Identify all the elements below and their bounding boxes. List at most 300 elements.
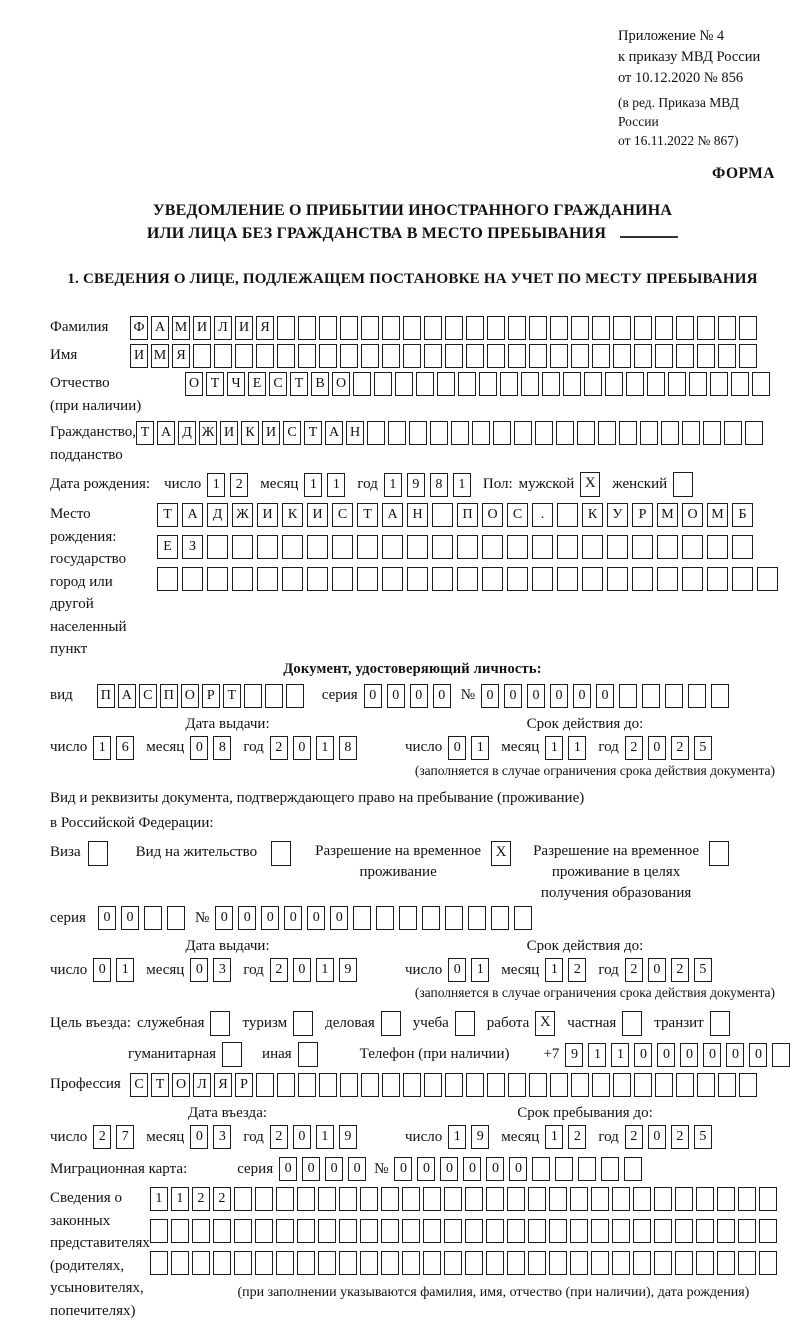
char-cell[interactable] [507,1219,525,1243]
char-cell[interactable] [521,372,539,396]
male-checkbox[interactable] [580,472,600,497]
char-cell[interactable] [578,1157,596,1181]
char-cell[interactable] [424,1073,442,1097]
char-cell[interactable] [493,421,511,445]
char-cell[interactable]: 1 [453,473,471,497]
char-cell[interactable] [407,567,428,591]
char-cell[interactable] [757,567,778,591]
char-cell[interactable] [688,684,706,708]
char-cell[interactable] [466,1073,484,1097]
other-purpose-checkbox[interactable] [298,1042,318,1067]
char-cell[interactable]: 0 [440,1157,458,1181]
char-cell[interactable] [598,421,616,445]
char-cell[interactable] [508,316,526,340]
char-cell[interactable]: Я [256,316,274,340]
char-cell[interactable]: О [172,1073,190,1097]
char-cell[interactable] [340,344,358,368]
char-cell[interactable] [465,1187,483,1211]
char-cell[interactable]: 2 [568,1125,586,1149]
char-cell[interactable]: Я [172,344,190,368]
char-cell[interactable]: И [262,421,280,445]
char-cell[interactable] [607,535,628,559]
char-cell[interactable] [514,906,532,930]
char-cell[interactable] [361,344,379,368]
char-cell[interactable]: 2 [625,1125,643,1149]
char-cell[interactable]: О [682,503,703,527]
char-cell[interactable] [634,1073,652,1097]
char-cell[interactable] [697,316,715,340]
char-cell[interactable]: Д [178,421,196,445]
char-cell[interactable] [550,1073,568,1097]
char-cell[interactable] [676,344,694,368]
char-cell[interactable] [675,1187,693,1211]
study-checkbox[interactable] [455,1011,475,1036]
char-cell[interactable] [718,316,736,340]
char-cell[interactable] [193,344,211,368]
char-cell[interactable] [167,906,185,930]
char-cell[interactable] [612,1251,630,1275]
char-cell[interactable] [626,372,644,396]
char-cell[interactable] [144,906,162,930]
char-cell[interactable]: Е [157,535,178,559]
char-cell[interactable] [613,316,631,340]
char-cell[interactable]: 0 [121,906,139,930]
char-cell[interactable] [207,535,228,559]
char-cell[interactable] [508,1073,526,1097]
char-cell[interactable]: 0 [448,958,466,982]
char-cell[interactable]: 5 [694,958,712,982]
char-cell[interactable] [696,1187,714,1211]
char-cell[interactable]: 1 [93,736,111,760]
char-cell[interactable]: 0 [463,1157,481,1181]
char-cell[interactable]: 0 [648,958,666,982]
char-cell[interactable]: 2 [192,1187,210,1211]
char-cell[interactable] [508,344,526,368]
char-cell[interactable] [403,344,421,368]
char-cell[interactable]: А [151,316,169,340]
char-cell[interactable]: 1 [471,958,489,982]
char-cell[interactable] [632,567,653,591]
char-cell[interactable] [654,1251,672,1275]
char-cell[interactable] [374,372,392,396]
char-cell[interactable] [717,1219,735,1243]
char-cell[interactable]: 0 [387,684,405,708]
char-cell[interactable] [234,1251,252,1275]
char-cell[interactable] [277,1073,295,1097]
char-cell[interactable]: Т [157,503,178,527]
char-cell[interactable] [423,1187,441,1211]
char-cell[interactable] [466,316,484,340]
char-cell[interactable]: А [382,503,403,527]
char-cell[interactable] [696,1251,714,1275]
char-cell[interactable] [718,344,736,368]
char-cell[interactable] [298,344,316,368]
char-cell[interactable] [382,535,403,559]
char-cell[interactable] [381,1251,399,1275]
char-cell[interactable] [486,1219,504,1243]
char-cell[interactable]: Е [248,372,266,396]
char-cell[interactable] [381,1011,401,1036]
char-cell[interactable] [739,1073,757,1097]
char-cell[interactable]: 0 [410,684,428,708]
humanitarian-checkbox[interactable] [222,1042,242,1067]
char-cell[interactable]: 9 [339,1125,357,1149]
char-cell[interactable] [276,1187,294,1211]
char-cell[interactable] [282,567,303,591]
char-cell[interactable]: 0 [261,906,279,930]
char-cell[interactable] [445,344,463,368]
tourism-checkbox[interactable] [293,1011,313,1036]
char-cell[interactable] [668,372,686,396]
char-cell[interactable] [582,567,603,591]
char-cell[interactable]: 1 [545,1125,563,1149]
char-cell[interactable]: 0 [190,736,208,760]
char-cell[interactable] [613,1073,631,1097]
char-cell[interactable]: 0 [550,684,568,708]
char-cell[interactable] [340,1073,358,1097]
char-cell[interactable] [207,567,228,591]
char-cell[interactable] [532,1157,550,1181]
char-cell[interactable] [432,503,453,527]
char-cell[interactable]: 0 [394,1157,412,1181]
char-cell[interactable] [582,535,603,559]
char-cell[interactable] [732,535,753,559]
char-cell[interactable] [529,1073,547,1097]
char-cell[interactable] [357,535,378,559]
char-cell[interactable]: 1 [545,958,563,982]
char-cell[interactable]: Я [214,1073,232,1097]
char-cell[interactable] [422,906,440,930]
char-cell[interactable] [445,1073,463,1097]
char-cell[interactable] [465,1219,483,1243]
char-cell[interactable] [549,1187,567,1211]
char-cell[interactable]: О [181,684,199,708]
char-cell[interactable]: 2 [213,1187,231,1211]
char-cell[interactable]: П [457,503,478,527]
char-cell[interactable]: З [182,535,203,559]
char-cell[interactable]: Т [206,372,224,396]
char-cell[interactable]: Ф [130,316,148,340]
char-cell[interactable] [360,1187,378,1211]
char-cell[interactable] [255,1187,273,1211]
char-cell[interactable] [171,1219,189,1243]
char-cell[interactable] [277,316,295,340]
char-cell[interactable] [673,472,693,497]
char-cell[interactable]: 0 [648,736,666,760]
char-cell[interactable] [255,1251,273,1275]
char-cell[interactable] [619,421,637,445]
char-cell[interactable] [339,1251,357,1275]
char-cell[interactable]: А [118,684,136,708]
char-cell[interactable]: 2 [270,1125,288,1149]
char-cell[interactable]: 0 [325,1157,343,1181]
char-cell[interactable] [182,567,203,591]
rvp-checkbox[interactable] [491,841,511,866]
char-cell[interactable] [276,1219,294,1243]
char-cell[interactable]: 0 [93,958,111,982]
char-cell[interactable] [529,316,547,340]
char-cell[interactable] [676,1073,694,1097]
char-cell[interactable] [500,372,518,396]
residence-permit-checkbox[interactable] [271,841,291,866]
char-cell[interactable] [556,421,574,445]
char-cell[interactable] [277,344,295,368]
char-cell[interactable] [591,1187,609,1211]
char-cell[interactable] [655,344,673,368]
char-cell[interactable] [535,421,553,445]
char-cell[interactable]: Ч [227,372,245,396]
char-cell[interactable] [256,344,274,368]
char-cell[interactable] [332,567,353,591]
char-cell[interactable]: 0 [330,906,348,930]
char-cell[interactable]: 0 [749,1043,767,1067]
char-cell[interactable]: Ж [199,421,217,445]
char-cell[interactable]: 8 [213,736,231,760]
char-cell[interactable] [339,1187,357,1211]
char-cell[interactable]: Л [193,1073,211,1097]
char-cell[interactable]: 1 [316,1125,334,1149]
char-cell[interactable] [592,344,610,368]
char-cell[interactable] [276,1251,294,1275]
char-cell[interactable] [697,344,715,368]
char-cell[interactable] [657,567,678,591]
char-cell[interactable]: Т [151,1073,169,1097]
char-cell[interactable] [353,906,371,930]
char-cell[interactable] [601,1157,619,1181]
char-cell[interactable] [339,1219,357,1243]
business-checkbox[interactable] [381,1011,401,1036]
char-cell[interactable]: Д [207,503,228,527]
char-cell[interactable] [612,1187,630,1211]
char-cell[interactable] [624,1157,642,1181]
char-cell[interactable] [437,372,455,396]
char-cell[interactable] [528,1187,546,1211]
char-cell[interactable]: 0 [481,684,499,708]
char-cell[interactable] [319,316,337,340]
char-cell[interactable] [642,684,660,708]
char-cell[interactable] [759,1187,777,1211]
char-cell[interactable] [232,567,253,591]
char-cell[interactable] [661,421,679,445]
char-cell[interactable] [482,567,503,591]
char-cell[interactable]: 9 [471,1125,489,1149]
char-cell[interactable]: Н [346,421,364,445]
char-cell[interactable] [257,535,278,559]
transit-checkbox[interactable] [710,1011,730,1036]
char-cell[interactable] [707,535,728,559]
char-cell[interactable]: 6 [116,736,134,760]
char-cell[interactable] [472,421,490,445]
char-cell[interactable] [634,344,652,368]
char-cell[interactable] [619,684,637,708]
char-cell[interactable]: 0 [190,1125,208,1149]
char-cell[interactable] [222,1042,242,1067]
char-cell[interactable]: 0 [648,1125,666,1149]
char-cell[interactable] [709,841,729,866]
char-cell[interactable] [213,1251,231,1275]
char-cell[interactable] [307,567,328,591]
char-cell[interactable]: 1 [316,736,334,760]
char-cell[interactable] [592,316,610,340]
char-cell[interactable]: 0 [417,1157,435,1181]
char-cell[interactable] [319,344,337,368]
char-cell[interactable] [557,567,578,591]
char-cell[interactable] [360,1219,378,1243]
char-cell[interactable] [382,316,400,340]
char-cell[interactable] [157,567,178,591]
char-cell[interactable] [759,1219,777,1243]
char-cell[interactable] [487,316,505,340]
char-cell[interactable]: 1 [448,1125,466,1149]
char-cell[interactable]: 2 [93,1125,111,1149]
char-cell[interactable] [654,1219,672,1243]
char-cell[interactable] [318,1251,336,1275]
visa-checkbox[interactable] [88,841,108,866]
char-cell[interactable] [319,1073,337,1097]
char-cell[interactable] [549,1251,567,1275]
char-cell[interactable] [423,1219,441,1243]
char-cell[interactable] [318,1187,336,1211]
char-cell[interactable] [724,421,742,445]
char-cell[interactable] [298,316,316,340]
char-cell[interactable]: 1 [384,473,402,497]
char-cell[interactable] [738,1219,756,1243]
char-cell[interactable]: 7 [116,1125,134,1149]
char-cell[interactable]: 9 [339,958,357,982]
char-cell[interactable] [482,535,503,559]
char-cell[interactable]: 8 [430,473,448,497]
char-cell[interactable] [542,372,560,396]
char-cell[interactable] [689,372,707,396]
char-cell[interactable]: X [535,1011,555,1036]
char-cell[interactable] [703,421,721,445]
char-cell[interactable] [298,1042,318,1067]
char-cell[interactable] [458,372,476,396]
char-cell[interactable]: Т [290,372,308,396]
char-cell[interactable] [665,684,683,708]
char-cell[interactable]: 8 [339,736,357,760]
char-cell[interactable] [557,535,578,559]
char-cell[interactable] [632,535,653,559]
char-cell[interactable]: П [97,684,115,708]
char-cell[interactable] [382,567,403,591]
char-cell[interactable] [717,1251,735,1275]
char-cell[interactable] [360,1251,378,1275]
char-cell[interactable] [403,316,421,340]
char-cell[interactable] [633,1219,651,1243]
char-cell[interactable] [423,1251,441,1275]
char-cell[interactable] [395,372,413,396]
char-cell[interactable] [465,1251,483,1275]
char-cell[interactable]: 0 [527,684,545,708]
char-cell[interactable] [409,421,427,445]
char-cell[interactable]: 5 [694,1125,712,1149]
char-cell[interactable] [739,344,757,368]
char-cell[interactable] [399,906,417,930]
char-cell[interactable] [682,421,700,445]
char-cell[interactable]: 2 [671,736,689,760]
char-cell[interactable] [416,372,434,396]
char-cell[interactable]: 0 [190,958,208,982]
char-cell[interactable] [381,1219,399,1243]
char-cell[interactable]: 2 [625,736,643,760]
char-cell[interactable]: И [257,503,278,527]
char-cell[interactable]: К [582,503,603,527]
char-cell[interactable]: 1 [304,473,322,497]
char-cell[interactable] [571,1073,589,1097]
char-cell[interactable]: 0 [703,1043,721,1067]
char-cell[interactable]: А [182,503,203,527]
char-cell[interactable] [432,535,453,559]
char-cell[interactable] [382,344,400,368]
char-cell[interactable]: 0 [215,906,233,930]
char-cell[interactable] [257,567,278,591]
char-cell[interactable] [613,344,631,368]
char-cell[interactable]: 9 [407,473,425,497]
char-cell[interactable]: 2 [270,736,288,760]
char-cell[interactable]: С [269,372,287,396]
char-cell[interactable] [514,421,532,445]
char-cell[interactable] [192,1251,210,1275]
char-cell[interactable] [353,372,371,396]
char-cell[interactable]: 3 [213,1125,231,1149]
char-cell[interactable] [675,1219,693,1243]
char-cell[interactable] [605,372,623,396]
char-cell[interactable]: С [507,503,528,527]
char-cell[interactable]: 1 [171,1187,189,1211]
char-cell[interactable] [592,1073,610,1097]
char-cell[interactable]: М [707,503,728,527]
char-cell[interactable]: X [491,841,511,866]
char-cell[interactable] [293,1011,313,1036]
char-cell[interactable]: 2 [270,958,288,982]
char-cell[interactable] [738,1251,756,1275]
char-cell[interactable] [507,1251,525,1275]
char-cell[interactable] [622,1011,642,1036]
char-cell[interactable]: С [283,421,301,445]
char-cell[interactable]: Б [732,503,753,527]
char-cell[interactable]: 2 [671,958,689,982]
char-cell[interactable] [430,421,448,445]
char-cell[interactable] [676,316,694,340]
char-cell[interactable] [487,1073,505,1097]
char-cell[interactable]: И [130,344,148,368]
char-cell[interactable] [696,1219,714,1243]
char-cell[interactable]: 0 [680,1043,698,1067]
char-cell[interactable]: 1 [568,736,586,760]
char-cell[interactable]: 9 [565,1043,583,1067]
char-cell[interactable]: С [139,684,157,708]
char-cell[interactable] [752,372,770,396]
char-cell[interactable] [468,906,486,930]
char-cell[interactable] [367,421,385,445]
char-cell[interactable]: 0 [433,684,451,708]
char-cell[interactable]: 1 [150,1187,168,1211]
char-cell[interactable] [550,316,568,340]
char-cell[interactable] [466,344,484,368]
char-cell[interactable] [307,535,328,559]
char-cell[interactable] [655,1073,673,1097]
char-cell[interactable]: 1 [611,1043,629,1067]
char-cell[interactable] [612,1219,630,1243]
char-cell[interactable] [235,344,253,368]
char-cell[interactable] [577,421,595,445]
char-cell[interactable] [88,841,108,866]
char-cell[interactable]: А [325,421,343,445]
char-cell[interactable] [407,535,428,559]
char-cell[interactable] [297,1187,315,1211]
char-cell[interactable] [647,372,665,396]
